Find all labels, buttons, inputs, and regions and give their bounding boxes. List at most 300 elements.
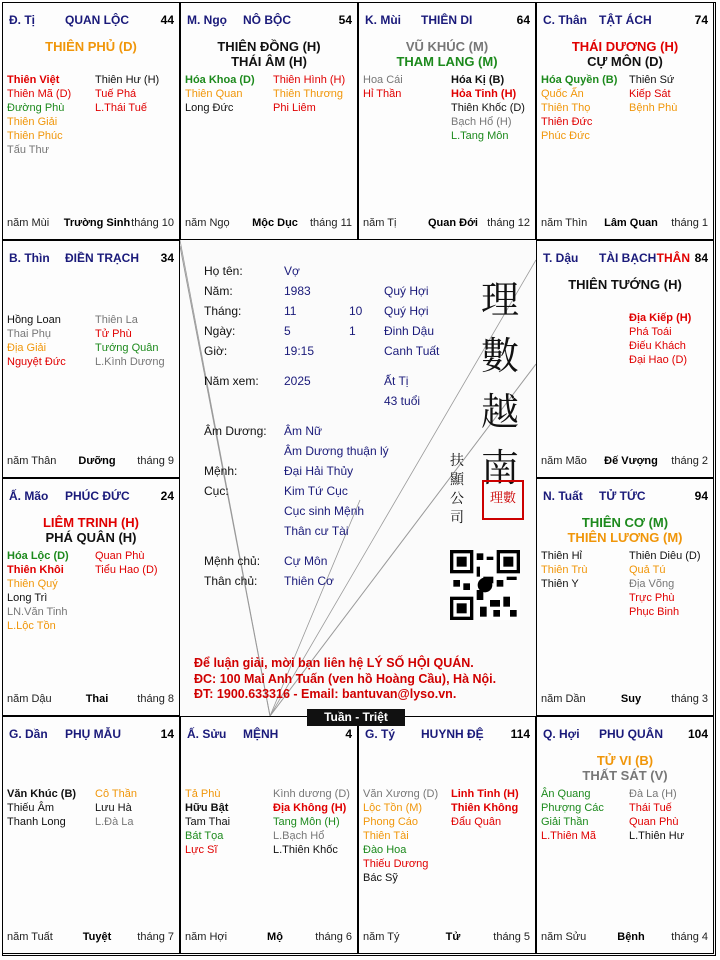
- stars-right: [451, 73, 537, 143]
- info-value: 5: [284, 324, 291, 338]
- palace-header: [365, 13, 530, 29]
- palace-cell[interactable]: [536, 2, 714, 240]
- minor-star: Nguyệt Đức: [7, 356, 66, 368]
- info-row: [204, 424, 474, 440]
- palace-branch: Ấ. Sửu: [187, 727, 227, 741]
- contact-line: ĐT: 1900.633316 - Email: bantuvan@lyso.vn.: [194, 687, 457, 701]
- info-key: Thân chủ:: [204, 574, 258, 588]
- main-star: PHÁ QUÂN (H): [45, 530, 137, 545]
- palace-cell[interactable]: [536, 478, 714, 716]
- info-key: Giờ:: [204, 344, 228, 358]
- palace-header: [543, 251, 708, 267]
- minor-star: Hoa Cái: [363, 74, 403, 86]
- palace-cell[interactable]: [536, 240, 714, 478]
- info-key: Mệnh:: [204, 464, 238, 478]
- minor-star: Địa Kiếp (H): [629, 312, 692, 324]
- minor-star: Thiên Quan: [185, 88, 243, 100]
- main-stars: [3, 515, 179, 545]
- main-star: CỰ MÔN (D): [587, 54, 663, 69]
- minor-star: Hóa Quyền (B): [541, 74, 618, 86]
- minor-star: Trực Phù: [629, 592, 675, 604]
- life-phase: Trường Sinh: [63, 217, 131, 229]
- minor-star: Hỉ Thần: [363, 88, 402, 100]
- side-char: 司: [450, 510, 464, 526]
- main-star: TỬ VI (B): [596, 753, 654, 768]
- palace-branch: K. Mùi: [365, 13, 401, 27]
- info-key: Mệnh chủ:: [204, 554, 261, 568]
- palace-cell[interactable]: [2, 478, 180, 716]
- life-phase: Bệnh: [617, 931, 645, 943]
- info-row: [204, 464, 474, 480]
- contact-line: Để luận giải, mời bạn liên hệ LÝ SỐ HỘI QUÁN.: [194, 656, 474, 670]
- life-phase: Dưỡng: [78, 455, 116, 467]
- stars-right: [273, 787, 359, 857]
- info-key: Ngày:: [204, 324, 236, 338]
- red-seal-stamp: 理數: [482, 480, 524, 520]
- stars-left: [7, 787, 93, 829]
- palace-header: [543, 13, 708, 29]
- stars-left: [7, 549, 93, 633]
- palace-cell[interactable]: [2, 716, 180, 954]
- palace-header: [9, 727, 174, 743]
- info-value: Đinh Dậu: [384, 324, 435, 338]
- minor-star: Thiên Đức: [541, 116, 593, 128]
- minor-star: Thiên Diêu (D): [629, 550, 701, 562]
- info-row: [204, 344, 474, 360]
- year-label: năm Tý: [363, 931, 400, 943]
- minor-star: Hữu Bật: [185, 802, 229, 814]
- minor-star: L.Thiên Hư: [629, 830, 685, 842]
- side-calligraphy: [448, 452, 466, 528]
- month-label: tháng 10: [131, 217, 174, 229]
- info-value: Vợ: [284, 264, 300, 278]
- main-star: THIÊN PHỦ (D): [45, 39, 137, 54]
- info-key: Âm Dương:: [204, 424, 267, 438]
- minor-star: Thiếu Âm: [7, 802, 55, 814]
- main-star: THÁI ÂM (H): [231, 54, 307, 69]
- minor-star: Điếu Khách: [629, 340, 686, 352]
- info-row: [204, 304, 474, 320]
- minor-star: Thiếu Dương: [363, 858, 429, 870]
- info-row: [204, 484, 474, 500]
- palace-footer: [7, 455, 174, 469]
- palace-header: [187, 13, 352, 29]
- year-label: năm Dậu: [7, 693, 52, 705]
- minor-star: Bạch Hổ (H): [451, 116, 512, 128]
- main-stars: [3, 39, 179, 54]
- logo-char: 數: [480, 334, 519, 378]
- year-label: năm Tị: [363, 217, 397, 229]
- minor-star: Cô Thần: [95, 788, 137, 800]
- stars-left: [7, 73, 93, 157]
- info-value: 11: [284, 304, 297, 318]
- stars-left: [541, 549, 627, 591]
- main-star: THIÊN LƯƠNG (M): [567, 530, 683, 545]
- info-row: [204, 394, 474, 410]
- minor-star: Giải Thần: [541, 816, 589, 828]
- minor-star: Địa Không (H): [273, 802, 347, 814]
- logo-char: 理: [480, 278, 519, 322]
- minor-star: L.Tang Môn: [451, 130, 509, 142]
- minor-star: Phượng Các: [541, 802, 604, 814]
- logo-char: 越: [480, 390, 519, 434]
- life-phase: Suy: [620, 693, 642, 705]
- info-row: [204, 444, 474, 460]
- month-label: tháng 11: [309, 217, 352, 229]
- info-value: Canh Tuất: [384, 344, 440, 358]
- info-row: [204, 524, 474, 540]
- info-key: Họ tên:: [204, 264, 243, 278]
- info-row: [204, 264, 474, 280]
- main-star: THIÊN TƯỚNG (H): [568, 277, 682, 292]
- palace-footer: [7, 693, 174, 707]
- stars-left: [541, 787, 627, 843]
- palace-footer: [541, 693, 708, 707]
- palace-name: HUYNH ĐỆ: [421, 727, 484, 741]
- month-label: tháng 9: [137, 455, 174, 467]
- info-value: 2025: [284, 374, 311, 388]
- palace-branch: Ấ. Mão: [9, 489, 49, 503]
- minor-star: Ân Quang: [541, 788, 591, 800]
- minor-star: Địa Võng: [629, 578, 675, 590]
- life-phase: Tử: [445, 931, 461, 943]
- minor-star: Hóa Lộc (D): [7, 550, 69, 562]
- palace-age: 84: [694, 251, 708, 265]
- main-star: THIÊN CƠ (M): [581, 515, 669, 530]
- info-value: Thân cư Tài: [284, 524, 349, 538]
- stars-right: [629, 311, 715, 367]
- life-phase: Mộc Dục: [252, 217, 298, 229]
- main-stars: [537, 515, 713, 545]
- palace-age: 44: [160, 13, 174, 27]
- minor-star: Thai Phụ: [7, 328, 52, 340]
- info-value: Ất Tị: [384, 374, 409, 388]
- minor-star: Thiên Hình (H): [273, 74, 346, 86]
- month-label: tháng 12: [487, 217, 530, 229]
- stars-left: [185, 73, 271, 115]
- minor-star: Thiên Giải: [7, 116, 58, 128]
- minor-star: L.Thiên Khốc: [273, 844, 338, 856]
- palace-age: 54: [338, 13, 352, 27]
- month-label: tháng 1: [671, 217, 708, 229]
- palace-branch: G. Dần: [9, 727, 48, 741]
- minor-star: Thiên Mã (D): [7, 88, 72, 100]
- palace-branch: N. Tuất: [543, 489, 583, 503]
- info-row: [204, 554, 474, 570]
- minor-star: Lộc Tồn (M): [363, 802, 423, 814]
- minor-star: Long Trì: [7, 592, 48, 604]
- life-phase: Mộ: [267, 931, 283, 943]
- year-label: năm Hợi: [185, 931, 228, 943]
- minor-star: Thiên La: [95, 314, 138, 326]
- minor-star: Hóa Kị (B): [451, 74, 505, 86]
- palace-branch: G. Tý: [365, 727, 396, 741]
- palace-age: 14: [160, 727, 174, 741]
- stars-left: [7, 313, 93, 369]
- info-row: [204, 284, 474, 300]
- main-star: LIÊM TRINH (H): [42, 515, 140, 530]
- minor-star: LN.Văn Tinh: [7, 606, 68, 618]
- main-star: THÁI DƯƠNG (H): [571, 39, 679, 54]
- life-phase: Quan Đới: [428, 217, 478, 229]
- palace-branch: Q. Hợi: [543, 727, 580, 741]
- info-value: 1: [349, 324, 356, 338]
- main-stars: [537, 39, 713, 69]
- palace-age: 34: [160, 251, 174, 265]
- minor-star: Thiên Thương: [273, 88, 344, 100]
- minor-star: Tử Phù: [95, 328, 132, 340]
- palace-name: TÀI BẠCH: [599, 251, 657, 265]
- main-stars: [181, 39, 357, 69]
- minor-star: Kiếp Sát: [629, 88, 671, 100]
- year-label: năm Tuất: [7, 931, 53, 943]
- palace-header: [9, 13, 174, 29]
- palace-branch: C. Thân: [543, 13, 587, 27]
- info-key: Năm:: [204, 284, 233, 298]
- palace-age: 4: [345, 727, 352, 741]
- palace-footer: [185, 931, 352, 945]
- info-value: Cự Môn: [284, 554, 328, 568]
- minor-star: Tướng Quân: [95, 342, 159, 354]
- palace-cell[interactable]: [180, 716, 358, 954]
- minor-star: Phong Cáo: [363, 816, 419, 828]
- info-row: [204, 374, 474, 390]
- info-row: [204, 574, 474, 590]
- palace-footer: [185, 217, 352, 231]
- info-value: 43 tuổi: [384, 394, 421, 408]
- minor-star: Long Đức: [185, 102, 234, 114]
- minor-star: Lưu Hà: [95, 802, 132, 814]
- year-label: năm Sửu: [541, 931, 587, 943]
- main-star: THẤT SÁT (V): [582, 768, 668, 783]
- palace-footer: [363, 931, 530, 945]
- info-row: [204, 504, 474, 520]
- palace-name: PHÚC ĐỨC: [65, 489, 130, 503]
- minor-star: Thiên Khốc (D): [451, 102, 525, 114]
- palace-branch: B. Thìn: [9, 251, 50, 265]
- minor-star: Phá Toái: [629, 326, 672, 338]
- minor-star: Phục Binh: [629, 606, 680, 618]
- minor-star: Bác Sỹ: [363, 872, 398, 884]
- month-label: tháng 5: [493, 931, 530, 943]
- palace-cell[interactable]: [536, 716, 714, 954]
- palace-age: 114: [510, 727, 530, 741]
- minor-star: Thiên Tài: [363, 830, 409, 842]
- palace-name: THIÊN DI: [421, 13, 473, 27]
- minor-star: Thiên Không: [451, 802, 519, 814]
- year-label: năm Mão: [541, 455, 587, 467]
- minor-star: Tang Môn (H): [273, 816, 340, 828]
- minor-star: Quan Phù: [95, 550, 145, 562]
- life-phase: Đế Vượng: [604, 455, 658, 467]
- tuan-triet-label: Tuần - Triệt: [307, 709, 405, 726]
- minor-star: Bệnh Phù: [629, 102, 678, 114]
- minor-star: Thiên Trù: [541, 564, 588, 576]
- palace-tag: THÂN: [656, 251, 690, 265]
- minor-star: Thiên Khôi: [7, 564, 64, 576]
- minor-star: Bát Tọa: [185, 830, 224, 842]
- stars-right: [95, 549, 181, 577]
- side-char: 扶: [450, 453, 464, 469]
- minor-star: Quan Phù: [629, 816, 679, 828]
- stars-right: [629, 73, 715, 115]
- palace-branch: Đ. Tị: [9, 13, 35, 27]
- minor-star: Đường Phù: [7, 102, 65, 114]
- main-star: THAM LANG (M): [396, 54, 498, 69]
- stars-left: [541, 73, 627, 143]
- stars-left: [363, 73, 449, 101]
- year-label: năm Ngọ: [185, 217, 230, 229]
- stars-right: [629, 549, 715, 619]
- month-label: tháng 3: [671, 693, 708, 705]
- main-star: VŨ KHÚC (M): [405, 39, 489, 54]
- minor-star: Linh Tinh (H): [451, 788, 519, 800]
- palace-cell[interactable]: [358, 2, 536, 240]
- palace-cell[interactable]: [2, 240, 180, 478]
- minor-star: Quốc Ấn: [541, 88, 584, 100]
- stars-right: [95, 313, 181, 369]
- stars-right: [629, 787, 715, 843]
- minor-star: Đào Hoa: [363, 844, 407, 856]
- palace-footer: [541, 931, 708, 945]
- minor-star: Tam Thai: [185, 816, 231, 828]
- minor-star: Phi Liêm: [273, 102, 316, 114]
- minor-star: L.Kình Dương: [95, 356, 165, 368]
- minor-star: Quả Tú: [629, 564, 666, 576]
- info-value: Thiên Cơ: [284, 574, 334, 588]
- minor-star: Thiên Phúc: [7, 130, 63, 142]
- contact-info: [194, 656, 496, 703]
- info-value: Quý Hợi: [384, 284, 429, 298]
- year-label: năm Thân: [7, 455, 57, 467]
- month-label: tháng 8: [137, 693, 174, 705]
- minor-star: Thiên Hư (H): [95, 74, 160, 86]
- minor-star: Thiên Quý: [7, 578, 58, 590]
- qr-code-icon[interactable]: [450, 550, 520, 620]
- palace-header: [9, 251, 174, 267]
- minor-star: Kình dương (D): [273, 788, 350, 800]
- palace-header: [9, 489, 174, 505]
- palace-name: NÔ BỘC: [243, 13, 291, 27]
- minor-star: L.Thiên Mã: [541, 830, 597, 842]
- life-phase: Lâm Quan: [604, 217, 658, 229]
- year-label: năm Mùi: [7, 217, 50, 229]
- info-key: Năm xem:: [204, 374, 259, 388]
- main-stars: [537, 277, 713, 292]
- info-value: Cục sinh Mệnh: [284, 504, 365, 518]
- palace-age: 24: [160, 489, 174, 503]
- logo-char: 南: [480, 446, 519, 490]
- main-stars: [537, 753, 713, 783]
- minor-star: Thái Tuế: [629, 802, 672, 814]
- minor-star: Thanh Long: [7, 816, 66, 828]
- year-label: năm Dần: [541, 693, 586, 705]
- palace-name: MỆNH: [243, 727, 279, 741]
- palace-name: PHỤ MẪU: [65, 727, 121, 741]
- minor-star: Văn Xương (D): [363, 788, 439, 800]
- contact-line: ĐC: 100 Mai Anh Tuấn (ven hồ Hoàng Cầu), Hà Nội.: [194, 671, 497, 686]
- palace-name: TẬT ÁCH: [599, 13, 652, 27]
- palace-name: PHU QUÂN: [599, 727, 664, 741]
- year-label: năm Thìn: [541, 217, 588, 229]
- info-value: Âm Dương thuận lý: [284, 444, 389, 458]
- minor-star: Hóa Khoa (D): [185, 74, 255, 86]
- minor-star: Tiểu Hao (D): [95, 564, 158, 576]
- minor-star: Tuế Phá: [95, 88, 137, 100]
- palace-footer: [7, 217, 174, 231]
- palace-cell[interactable]: [180, 2, 358, 240]
- info-key: Tháng:: [204, 304, 242, 318]
- minor-star: L.Bạch Hổ: [273, 830, 325, 842]
- stars-right: [95, 73, 181, 115]
- minor-star: Thiên Sứ: [629, 74, 675, 86]
- minor-star: Hỏa Tinh (H): [451, 88, 517, 100]
- minor-star: Tấu Thư: [7, 144, 50, 156]
- minor-star: Đà La (H): [629, 788, 677, 800]
- minor-star: Đẩu Quân: [451, 816, 502, 828]
- minor-star: Văn Khúc (B): [7, 788, 77, 800]
- info-row: [204, 324, 474, 340]
- minor-star: L.Lộc Tồn: [7, 620, 56, 632]
- minor-star: Lực Sĩ: [185, 844, 218, 856]
- stars-left: [363, 787, 449, 885]
- palace-age: 74: [694, 13, 708, 27]
- info-value: 1983: [284, 284, 311, 298]
- minor-star: L.Thái Tuế: [95, 102, 147, 114]
- palace-cell[interactable]: [358, 716, 536, 954]
- palace-age: 104: [687, 727, 708, 741]
- stars-right: [95, 787, 181, 829]
- minor-star: Thiên Việt: [7, 74, 60, 86]
- minor-star: Phúc Đức: [541, 130, 590, 142]
- month-label: tháng 2: [671, 455, 708, 467]
- life-phase: Thai: [85, 693, 109, 705]
- month-label: tháng 4: [671, 931, 708, 943]
- info-key: Cục:: [204, 484, 229, 498]
- palace-name: QUAN LỘC: [65, 13, 129, 27]
- palace-footer: [541, 455, 708, 469]
- minor-star: Thiên Hỉ: [541, 550, 582, 562]
- palace-footer: [7, 931, 174, 945]
- minor-star: Thiên Thọ: [541, 102, 591, 114]
- palace-name: TỬ TỨC: [599, 489, 646, 503]
- palace-footer: [363, 217, 530, 231]
- minor-star: Đại Hao (D): [629, 354, 688, 366]
- palace-footer: [541, 217, 708, 231]
- palace-age: 94: [694, 489, 708, 503]
- month-label: tháng 7: [137, 931, 174, 943]
- palace-header: [187, 727, 352, 743]
- side-char: 公: [450, 491, 464, 507]
- month-label: tháng 6: [315, 931, 352, 943]
- info-value: Đại Hải Thủy: [284, 464, 354, 478]
- minor-star: Tả Phù: [185, 788, 221, 800]
- palace-branch: T. Dậu: [543, 251, 579, 265]
- minor-star: Hồng Loan: [7, 314, 61, 326]
- minor-star: Địa Giải: [7, 342, 47, 354]
- palace-header: [365, 727, 530, 743]
- info-value: Âm Nữ: [284, 424, 323, 438]
- info-value: Kim Tứ Cục: [284, 484, 348, 498]
- palace-branch: M. Ngọ: [187, 13, 227, 27]
- main-stars: [359, 39, 535, 69]
- palace-age: 64: [516, 13, 530, 27]
- main-star: THIÊN ĐỒNG (H): [217, 39, 321, 54]
- life-phase: Tuyệt: [82, 931, 112, 943]
- palace-cell[interactable]: [2, 2, 180, 240]
- palace-header: [543, 727, 708, 743]
- side-char: 顯: [450, 472, 464, 488]
